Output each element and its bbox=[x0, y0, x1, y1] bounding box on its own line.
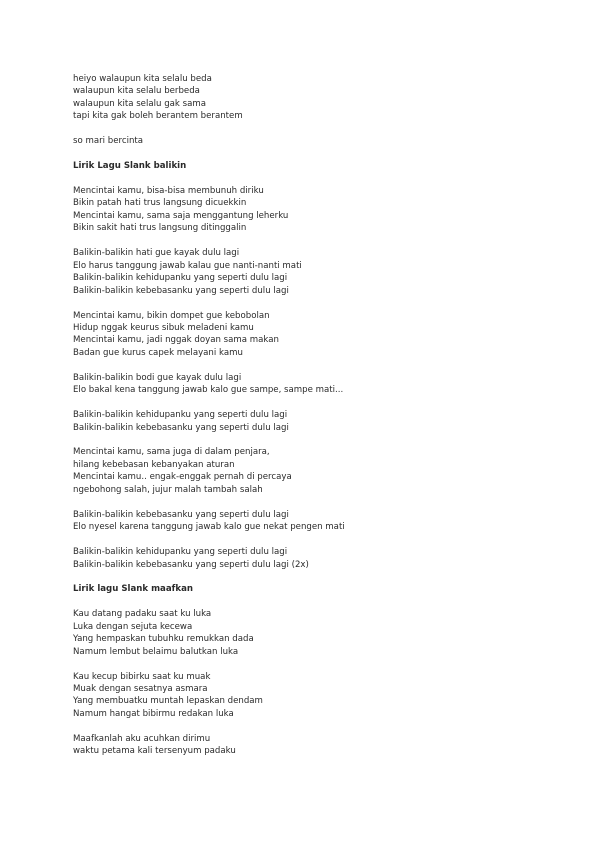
lyric-line: Mencintai kamu, sama juga di dalam penjara, bbox=[73, 447, 270, 458]
lyric-line: Balikin-balikin kebebasanku yang seperti dulu lagi bbox=[73, 422, 289, 433]
lyric-line: Balikin-balikin kebebasanku yang seperti dulu lagi (2x) bbox=[73, 559, 309, 570]
lyric-line: Maafkanlah aku acuhkan dirimu bbox=[73, 733, 211, 744]
lyric-line: Mencintai kamu, bikin dompet gue kebobolan bbox=[73, 310, 270, 321]
lyric-line: Elo nyesel karena tanggung jawab kalo gue nekat pengen mati bbox=[73, 522, 345, 533]
lyric-stanza bbox=[73, 310, 573, 360]
lyric-line: Balikin-balikin kebebasanku yang seperti dulu lagi bbox=[73, 285, 289, 296]
lyric-line: Mencintai kamu, bisa-bisa membunuh diriku bbox=[73, 186, 264, 197]
lyric-line: Mencintai kamu, sama saja menggantung leherku bbox=[73, 210, 289, 221]
lyric-stanza bbox=[73, 372, 573, 397]
lyric-line: Balikin-balikin kehidupanku yang seperti dulu lagi bbox=[73, 410, 288, 421]
lyric-line: Balikin-balikin kehidupanku yang seperti dulu lagi bbox=[73, 273, 288, 284]
lyric-line: tapi kita gak boleh berantem berantem bbox=[73, 111, 243, 122]
lyric-stanza bbox=[73, 733, 573, 758]
lyric-line: Elo harus tanggung jawab kalau gue nanti-nanti mati bbox=[73, 260, 302, 271]
lyric-line: waktu petama kali tersenyum padaku bbox=[73, 746, 236, 757]
lyric-stanza bbox=[73, 546, 573, 571]
lyric-line: Balikin-balikin bodi gue kayak dulu lagi bbox=[73, 372, 242, 383]
lyric-line: walaupun kita selalu berbeda bbox=[73, 86, 200, 97]
lyric-line: walaupun kita selalu gak sama bbox=[73, 98, 207, 109]
lyric-stanza bbox=[73, 671, 573, 721]
section-heading: Lirik Lagu Slank balikin bbox=[73, 161, 187, 172]
lyric-line: Yang membuatku muntah lepaskan dendam bbox=[73, 696, 263, 707]
section-heading: Lirik lagu Slank maafkan bbox=[73, 584, 194, 595]
lyric-stanza bbox=[73, 446, 573, 496]
lyric-line: Mencintai kamu, jadi nggak doyan sama makan bbox=[73, 335, 279, 346]
lyrics-document bbox=[73, 73, 573, 770]
lyric-line: Namum hangat bibirmu redakan luka bbox=[73, 708, 234, 719]
lyric-stanza bbox=[73, 509, 573, 534]
lyric-line: Balikin-balikin kehidupanku yang seperti dulu lagi bbox=[73, 547, 288, 558]
lyric-line: Bikin patah hati trus langsung dicuekkin bbox=[73, 198, 247, 209]
lyric-line: Elo bakal kena tanggung jawab kalo gue sampe, sampe mati... bbox=[73, 385, 344, 396]
lyric-stanza bbox=[73, 185, 573, 235]
lyric-stanza bbox=[73, 608, 573, 658]
lyric-line: Mencintai kamu.. engak-enggak pernah di percaya bbox=[73, 472, 292, 483]
lyric-line: Balikin-balikin kebebasanku yang seperti dulu lagi bbox=[73, 509, 289, 520]
lyric-line: Badan gue kurus capek melayani kamu bbox=[73, 347, 243, 358]
lyric-line: Balikin-balikin hati gue kayak dulu lagi bbox=[73, 248, 240, 259]
lyric-stanza bbox=[73, 409, 573, 434]
lyric-stanza bbox=[73, 247, 573, 297]
lyric-line: Hidup nggak keurus sibuk meladeni kamu bbox=[73, 322, 254, 333]
lyric-line: Yang hempaskan tubuhku remukkan dada bbox=[73, 634, 254, 645]
lyric-line: Kau kecup bibirku saat ku muak bbox=[73, 671, 211, 682]
lyric-stanza bbox=[73, 73, 573, 123]
lyric-line: so mari bercinta bbox=[73, 136, 144, 147]
lyric-line: ngebohong salah, jujur malah tambah salah bbox=[73, 484, 263, 495]
lyric-line: heiyo walaupun kita selalu beda bbox=[73, 74, 212, 84]
lyric-line: Muak dengan sesatnya asmara bbox=[73, 684, 208, 694]
lyric-line: Luka dengan sejuta kecewa bbox=[73, 621, 193, 632]
lyric-stanza bbox=[73, 135, 573, 147]
lyric-line: Namum lembut belaimu balutkan luka bbox=[73, 646, 239, 657]
lyric-line: Kau datang padaku saat ku luka bbox=[73, 609, 212, 620]
lyric-line: Bikin sakit hati trus langsung ditinggalin bbox=[73, 223, 247, 234]
lyric-line: hilang kebebasan kebanyakan aturan bbox=[73, 459, 235, 470]
